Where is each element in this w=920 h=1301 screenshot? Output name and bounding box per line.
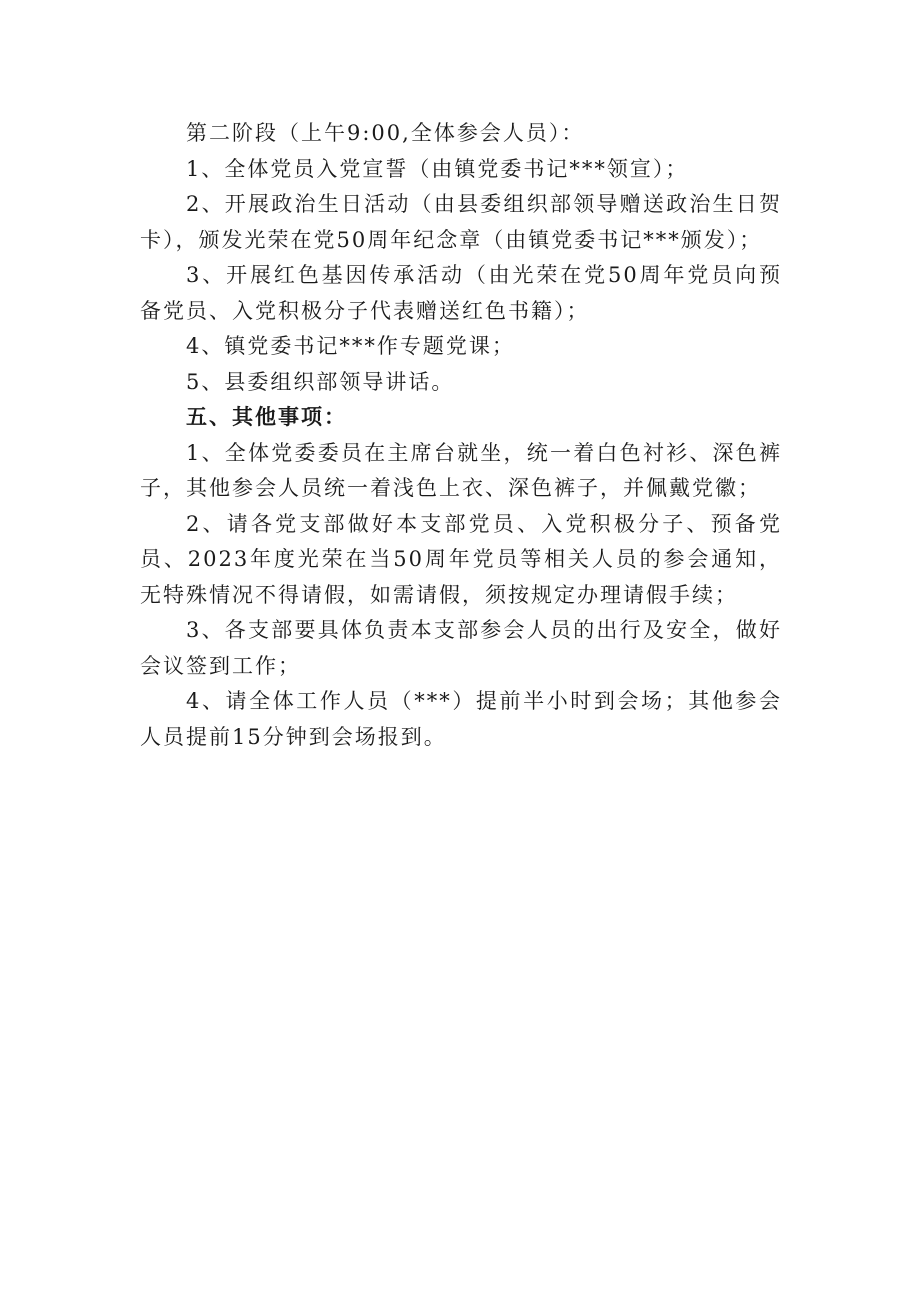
paragraph-item-dress-code: 1、全体党委委员在主席台就坐，统一着白色衬衫、深色裤子，其他参会人员统一着浅色上衣、深色裤子，并佩戴党徽； xyxy=(140,440,782,500)
paragraph-item-red-gene: 3、开展红色基因传承活动（由光荣在党50周年党员向预备党员、入党积极分子代表赠送红色书籍）； xyxy=(140,263,782,323)
paragraph-item-party-lecture: 4、镇党委书记***作专题党课； xyxy=(186,334,515,358)
paragraph-item-arrival: 4、请全体工作人员（***）提前半小时到会场；其他参会人员提前15分钟到会场报到。 xyxy=(140,689,782,749)
document-body xyxy=(140,116,782,755)
paragraph-item-speech: 5、县委组织部领导讲话。 xyxy=(186,369,455,394)
paragraph-item-safety: 3、各支部要具体负责本支部参会人员的出行及安全，做好会议签到工作； xyxy=(140,618,782,678)
paragraph-item-oath: 1、全体党员入党宣誓（由镇党委书记***领宣）； xyxy=(186,156,689,181)
paragraph-stage-two: 第二阶段（上午9:00,全体参会人员）： xyxy=(186,121,585,145)
paragraph-item-political-birthday: 2、开展政治生日活动（由县委组织部领导赠送政治生日贺卡），颁发光荣在党50周年纪念章（由镇党委书记***颁发）； xyxy=(140,192,782,252)
paragraph-item-notification: 2、请各党支部做好本支部党员、入党积极分子、预备党员、2023年度光荣在当50周年党员等相关人员的参会通知，无特殊情况不得请假，如需请假，须按规定办理请假手续； xyxy=(140,511,782,607)
section-heading-other-matters: 五、其他事项： xyxy=(186,405,347,429)
